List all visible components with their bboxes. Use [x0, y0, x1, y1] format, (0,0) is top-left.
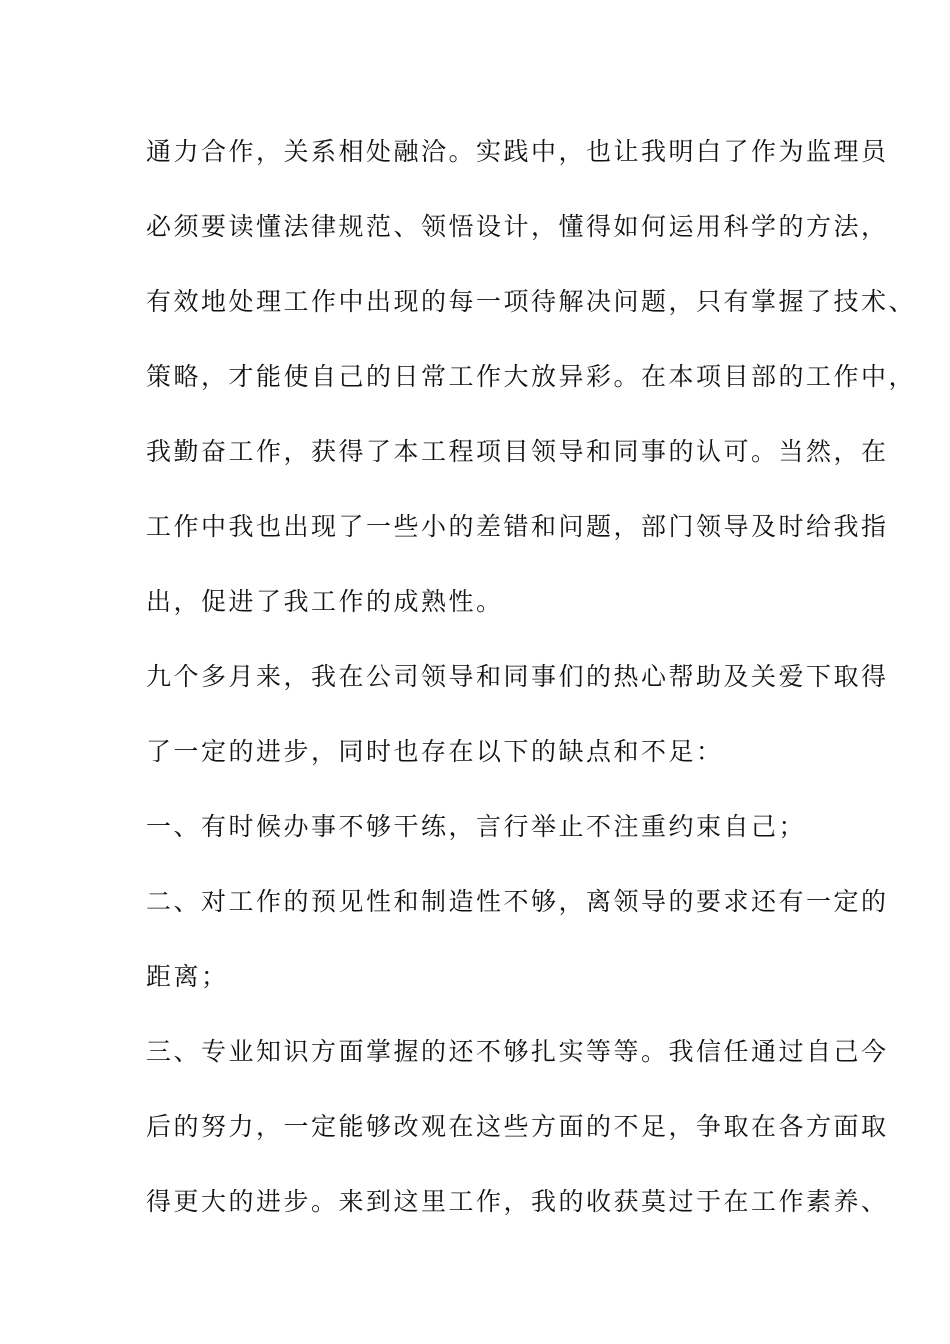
- text-line-6: 工作中我也出现了一些小的差错和问题，部门领导及时给我指: [146, 512, 889, 541]
- text-line-9: 了一定的进步，同时也存在以下的缺点和不足：: [146, 737, 724, 766]
- text-line-5: 我勤奋工作，获得了本工程项目领导和同事的认可。当然，在: [146, 437, 889, 466]
- text-line-11: 二、对工作的预见性和制造性不够，离领导的要求还有一定的: [146, 887, 889, 916]
- text-line-4: 策略，才能使自己的日常工作大放异彩。在本项目部的工作中，: [146, 362, 917, 391]
- text-line-10: 一、有时候办事不够干练，言行举止不注重约束自己；: [146, 812, 807, 841]
- text-line-8: 九个多月来，我在公司领导和同事们的热心帮助及关爱下取得: [146, 662, 889, 691]
- text-line-1: 通力合作，关系相处融洽。实践中，也让我明白了作为监理员: [146, 137, 889, 166]
- text-line-12: 距离；: [146, 962, 229, 991]
- text-line-2: 必须要读懂法律规范、领悟设计，懂得如何运用科学的方法，: [146, 212, 889, 241]
- text-line-13: 三、专业知识方面掌握的还不够扎实等等。我信任通过自己今: [146, 1037, 889, 1066]
- text-line-3: 有效地处理工作中出现的每一项待解决问题，只有掌握了技术、: [146, 287, 917, 316]
- text-line-14: 后的努力，一定能够改观在这些方面的不足，争取在各方面取: [146, 1112, 889, 1141]
- text-line-7: 出，促进了我工作的成熟性。: [146, 587, 504, 616]
- text-line-15: 得更大的进步。来到这里工作，我的收获莫过于在工作素养、: [146, 1187, 889, 1216]
- body-text: [146, 128, 917, 1253]
